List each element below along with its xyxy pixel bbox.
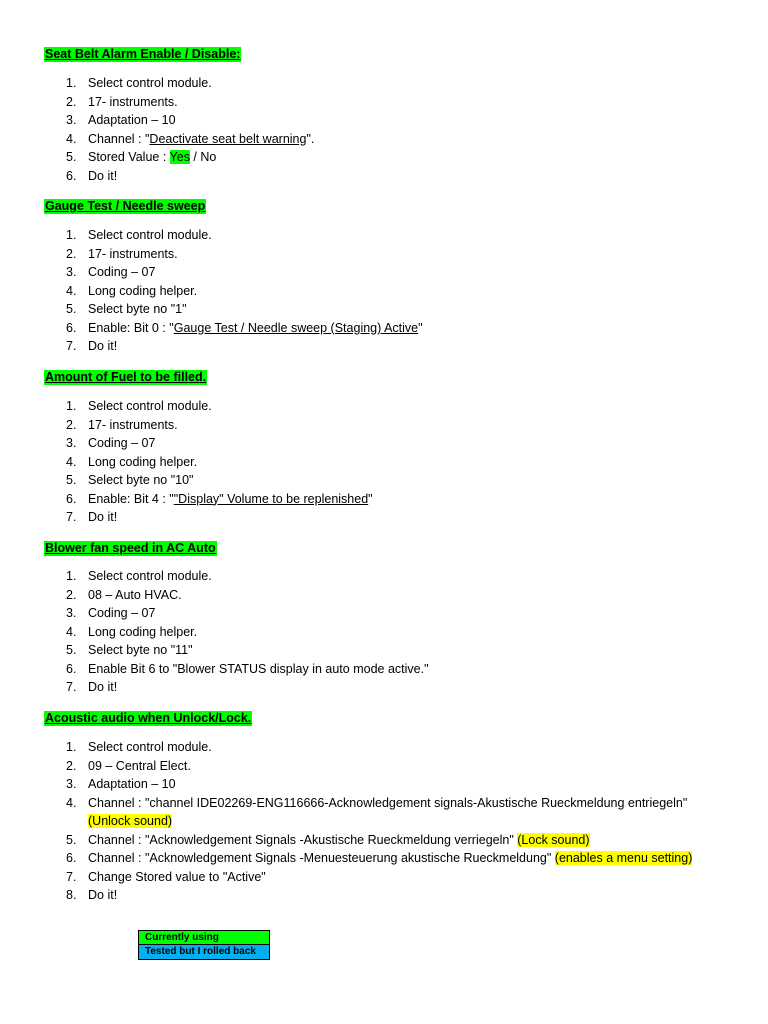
list-item: 2. 09 – Central Elect. [66, 758, 191, 773]
list-item: 4. Channel : "channel IDE02269-ENG116666-Acknowledgement signals-Akustische Rueckmeldung entriegeln" (Unlock sound) [66, 795, 688, 828]
list-item: 7. Do it! [66, 339, 118, 353]
bit-name: Gauge Test / Needle sweep (Staging) Active [173, 320, 419, 335]
list-item: 6. Channel : "Acknowledgement Signals -Menuesteuerung akustische Rueckmeldung" (enables a menu setting) [66, 851, 693, 865]
legend-rolled-back: Tested but I rolled back [139, 945, 269, 959]
list-item: 6. Enable Bit 6 to "Blower STATUS display in auto mode active." [66, 661, 429, 676]
highlight-lock-sound: (Lock sound) [517, 832, 590, 847]
list-item: 1. Select control module. [66, 399, 212, 413]
list-item: 8. Do it! [66, 888, 118, 902]
list-item: 4. Long coding helper. [66, 283, 198, 298]
list-blower [66, 567, 429, 697]
list-item: 7. Do it! [66, 680, 118, 694]
highlight-unlock-sound: (Unlock sound) [88, 814, 173, 828]
channel-name: Deactivate seat belt warning [149, 131, 307, 146]
list-item: 4. Long coding helper. [66, 454, 198, 469]
section-heading-fuel: Amount of Fuel to be filled. [45, 370, 207, 384]
list-item: 6. Enable: Bit 0 : "Gauge Test / Needle sweep (Staging) Active" [66, 320, 423, 335]
list-item: 7. Do it! [66, 510, 118, 524]
list-item: 6. Enable: Bit 4 : ""Display" Volume to be replenished" [66, 491, 373, 506]
list-item: 2. 17- instruments. [66, 417, 178, 432]
list-seat-belt [66, 74, 314, 185]
list-item: 1. Select control module. [66, 228, 212, 242]
list-item: 6. Do it! [66, 168, 118, 183]
list-item: 3. Adaptation – 10 [66, 113, 176, 127]
section-heading-blower: Blower fan speed in AC Auto [45, 541, 216, 555]
list-item: 1. Select control module. [66, 76, 212, 90]
list-acoustic [66, 738, 692, 905]
list-item: 1. Select control module. [66, 740, 212, 754]
color-legend [138, 930, 270, 960]
list-item: 7. Change Stored value to "Active" [66, 869, 266, 884]
list-item: 5. Select byte no "11" [66, 643, 193, 657]
list-item: 4. Channel : "Deactivate seat belt warning". [66, 131, 315, 146]
section-heading-gauge-test: Gauge Test / Needle sweep [45, 199, 206, 213]
list-item: 4. Long coding helper. [66, 624, 198, 639]
list-item: 2. 08 – Auto HVAC. [66, 587, 182, 602]
list-item: 5. Select byte no "1" [66, 302, 187, 316]
list-item: 2. 17- instruments. [66, 94, 178, 109]
list-item: 5. Stored Value : Yes / No [66, 150, 217, 164]
list-fuel [66, 397, 373, 527]
list-item: 3. Coding – 07 [66, 265, 156, 279]
list-gauge-test [66, 226, 423, 356]
section-heading-seat-belt: Seat Belt Alarm Enable / Disable: [45, 47, 241, 61]
highlight-yes: Yes [169, 150, 190, 164]
section-heading-acoustic: Acoustic audio when Unlock/Lock. [45, 711, 252, 725]
list-item: 5. Select byte no "10" [66, 473, 194, 487]
list-item: 2. 17- instruments. [66, 246, 178, 261]
list-item: 3. Coding – 07 [66, 606, 156, 620]
list-item: 3. Coding – 07 [66, 436, 156, 450]
list-item: 1. Select control module. [66, 569, 212, 583]
highlight-menu-setting: (enables a menu setting) [554, 851, 693, 865]
bit-name: "Display" Volume to be replenished [173, 491, 369, 506]
legend-currently-using: Currently using [139, 931, 269, 945]
list-item: 3. Adaptation – 10 [66, 777, 176, 791]
list-item: 5. Channel : "Acknowledgement Signals -Akustische Rueckmeldung verriegeln" (Lock sound) [66, 832, 590, 847]
